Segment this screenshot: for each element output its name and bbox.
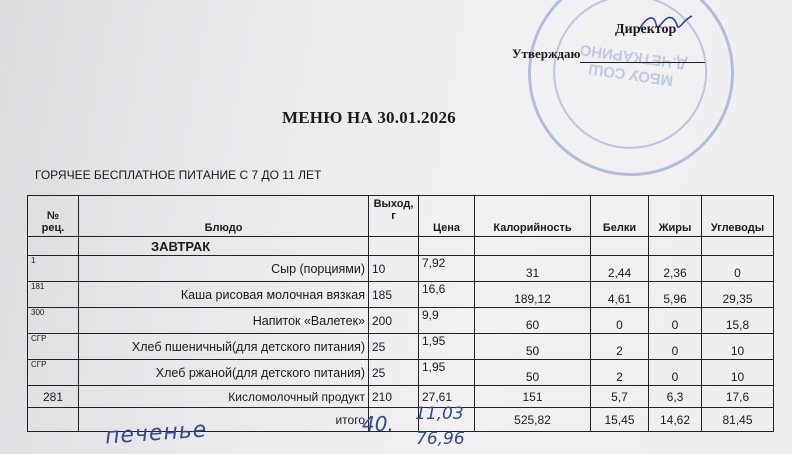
fat-cell: 0 <box>649 308 702 334</box>
carbs-cell: 15,8 <box>702 308 774 334</box>
calories-cell: 189,12 <box>475 282 591 308</box>
handwritten-signature: печенье <box>104 417 209 450</box>
recipe-code: 1 <box>28 256 79 282</box>
signature-line <box>580 62 705 63</box>
dish-name: Хлеб пшеничный(для детского питания) <box>79 334 369 360</box>
recipe-code: 300 <box>28 308 79 334</box>
col-header-protein: Белки <box>591 196 649 237</box>
protein-cell: 4,61 <box>591 282 649 308</box>
fat-cell: 2,36 <box>649 256 702 282</box>
yield-cell: 10 <box>369 256 419 282</box>
carbs-cell: 10 <box>702 360 774 386</box>
page-subtitle: ГОРЯЧЕЕ БЕСПЛАТНОЕ ПИТАНИЕ С 7 ДО 11 ЛЕТ <box>35 168 322 182</box>
table-row <box>28 282 774 308</box>
table-row <box>28 308 774 334</box>
total-carbs: 81,45 <box>702 408 774 432</box>
dish-name: Каша рисовая молочная вязкая <box>79 282 369 308</box>
stamp-text: МБОУ СОШ Д.ЧЕТКАРИНО <box>578 40 688 89</box>
price-cell: 27,61 <box>419 386 475 408</box>
dish-name: Кисломолочный продукт <box>79 386 369 408</box>
total-calories: 525,82 <box>475 408 591 432</box>
protein-cell: 0 <box>591 308 649 334</box>
col-header-fat: Жиры <box>649 196 702 237</box>
col-header-carbs: Углеводы <box>702 196 774 237</box>
fat-cell: 0 <box>649 360 702 386</box>
total-label: итого <box>79 408 369 432</box>
col-header-recipe: № рец. <box>28 196 79 237</box>
yield-cell: 200 <box>369 308 419 334</box>
calories-cell: 50 <box>475 334 591 360</box>
dish-name: Напиток «Валетек» <box>79 308 369 334</box>
carbs-cell: 29,35 <box>702 282 774 308</box>
table-row <box>28 334 774 360</box>
director-label: Директор <box>615 22 677 37</box>
carbs-cell: 17,6 <box>702 386 774 408</box>
total-fat: 14,62 <box>649 408 702 432</box>
section-row <box>28 237 774 256</box>
dish-name: Сыр (порциями) <box>79 256 369 282</box>
table-row <box>28 360 774 386</box>
protein-cell: 5,7 <box>591 386 649 408</box>
price-cell: 7,92 <box>419 256 475 282</box>
recipe-code: 281 <box>28 386 79 408</box>
recipe-code: СГР <box>28 360 79 386</box>
table-row <box>28 256 774 282</box>
calories-cell: 60 <box>475 308 591 334</box>
handwritten-price-total: 11,03 <box>415 404 464 424</box>
dish-name: Хлеб ржаной(для детского питания) <box>79 360 369 386</box>
yield-cell: 210 <box>369 386 419 408</box>
col-header-yield: Выход, г <box>369 196 419 237</box>
fat-cell: 5,96 <box>649 282 702 308</box>
calories-cell: 50 <box>475 360 591 386</box>
col-header-dish: Блюдо <box>79 196 369 237</box>
row-kefir <box>28 386 774 408</box>
price-cell: 16,6 <box>419 282 475 308</box>
table-header-row <box>28 196 774 237</box>
protein-cell: 2 <box>591 360 649 386</box>
carbs-cell: 10 <box>702 334 774 360</box>
handwritten-price-extra: 76,96 <box>416 429 465 449</box>
calories-cell: 31 <box>475 256 591 282</box>
calories-cell: 151 <box>475 386 591 408</box>
price-cell: 9,9 <box>419 308 475 334</box>
yield-cell: 25 <box>369 334 419 360</box>
dish-rows <box>28 256 774 386</box>
col-header-price: Цена <box>419 196 475 237</box>
fat-cell: 6,3 <box>649 386 702 408</box>
yield-cell: 25 <box>369 360 419 386</box>
handwritten-yield-total: 40. <box>362 412 394 436</box>
price-cell: 1,95 <box>419 360 475 386</box>
approve-label: Утверждаю <box>512 46 581 61</box>
section-title: ЗАВТРАК <box>79 237 369 256</box>
fat-cell: 0 <box>649 334 702 360</box>
page-title: МЕНЮ НА 30.01.2026 <box>282 108 456 127</box>
recipe-code: 181 <box>28 282 79 308</box>
col-header-calories: Калорийность <box>475 196 591 237</box>
protein-cell: 2 <box>591 334 649 360</box>
yield-cell: 185 <box>369 282 419 308</box>
protein-cell: 2,44 <box>591 256 649 282</box>
total-protein: 15,45 <box>591 408 649 432</box>
recipe-code: СГР <box>28 334 79 360</box>
price-cell: 1,95 <box>419 334 475 360</box>
menu-table <box>27 195 774 432</box>
carbs-cell: 0 <box>702 256 774 282</box>
